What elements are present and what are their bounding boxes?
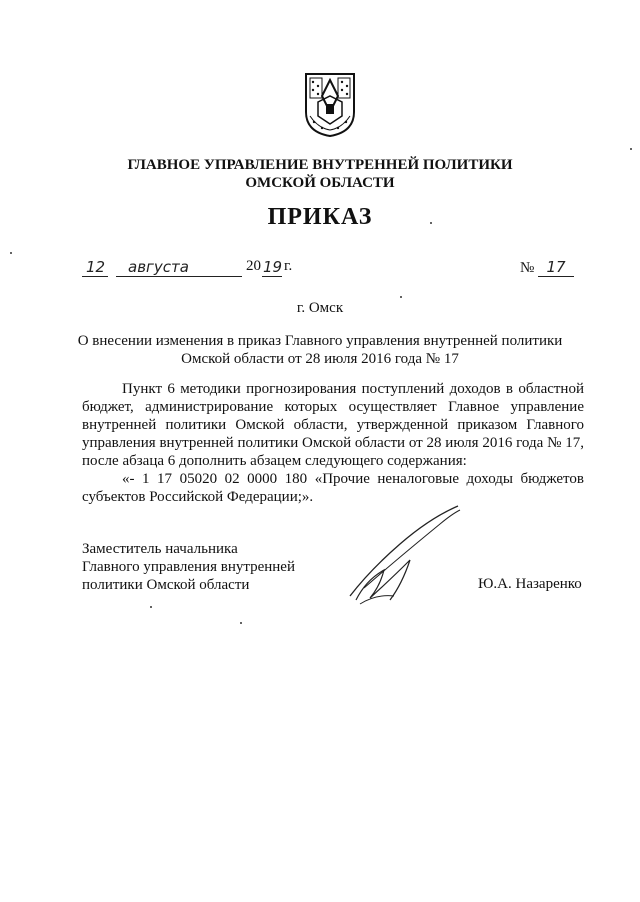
position-line3: политики Омской области xyxy=(82,577,250,593)
date-year-prefix: 20 xyxy=(246,258,261,274)
document-type-title: ПРИКАЗ xyxy=(267,204,373,230)
organization-name-line1: ГЛАВНОЕ УПРАВЛЕНИЕ ВНУТРЕННЕЙ ПОЛИТИКИ xyxy=(127,157,513,173)
signatory-position xyxy=(82,540,295,594)
scan-speck xyxy=(150,606,152,608)
scan-speck xyxy=(630,148,632,150)
number-label: № xyxy=(520,260,535,276)
date-year-suffix: 19 xyxy=(263,258,283,276)
number-value: 17 xyxy=(538,258,574,277)
coat-of-arms-emblem xyxy=(304,72,356,138)
organization-name-line2: ОМСКОЙ ОБЛАСТИ xyxy=(245,175,395,191)
date-day: 12 xyxy=(86,258,106,276)
day-underline xyxy=(82,276,108,277)
scan-speck xyxy=(400,296,402,298)
scan-speck xyxy=(240,622,242,624)
city-line: г. Омск xyxy=(296,300,344,316)
subject-line2: Омской области от 28 июля 2016 года № 17 xyxy=(181,351,459,367)
handwritten-signature xyxy=(340,500,470,610)
subject-line1: О внесении изменения в приказ Главного управления внутренней политики xyxy=(77,333,563,349)
year-underline xyxy=(262,276,282,277)
month-underline xyxy=(116,276,242,277)
scan-speck xyxy=(430,222,432,224)
position-line1: Заместитель начальника xyxy=(82,541,238,557)
body-paragraph-1: Пункт 6 методики прогнозирования поступлений доходов в областной бюджет, администрирование которых осуществляет Главное управление внутренней политики Омской области, утвержденной приказом Главного управления внутренней политики Омской области от 28 июля 2016 года № 17, после абзаца 6 дополнить абзацем следующего содержания: xyxy=(82,381,584,469)
scan-speck xyxy=(10,252,12,254)
date-year-mark: г. xyxy=(284,258,293,274)
order-number xyxy=(520,258,574,277)
body-paragraph-2: «- 1 17 05020 02 0000 180 «Прочие неналоговые доходы бюджетов субъектов Российской Федерации;». xyxy=(82,471,584,505)
position-line2: Главного управления внутренней xyxy=(82,559,295,575)
order-subject xyxy=(60,332,580,368)
date-month: августа xyxy=(128,258,189,276)
signatory-name: Ю.А. Назаренко xyxy=(478,576,582,592)
order-body xyxy=(82,380,584,506)
